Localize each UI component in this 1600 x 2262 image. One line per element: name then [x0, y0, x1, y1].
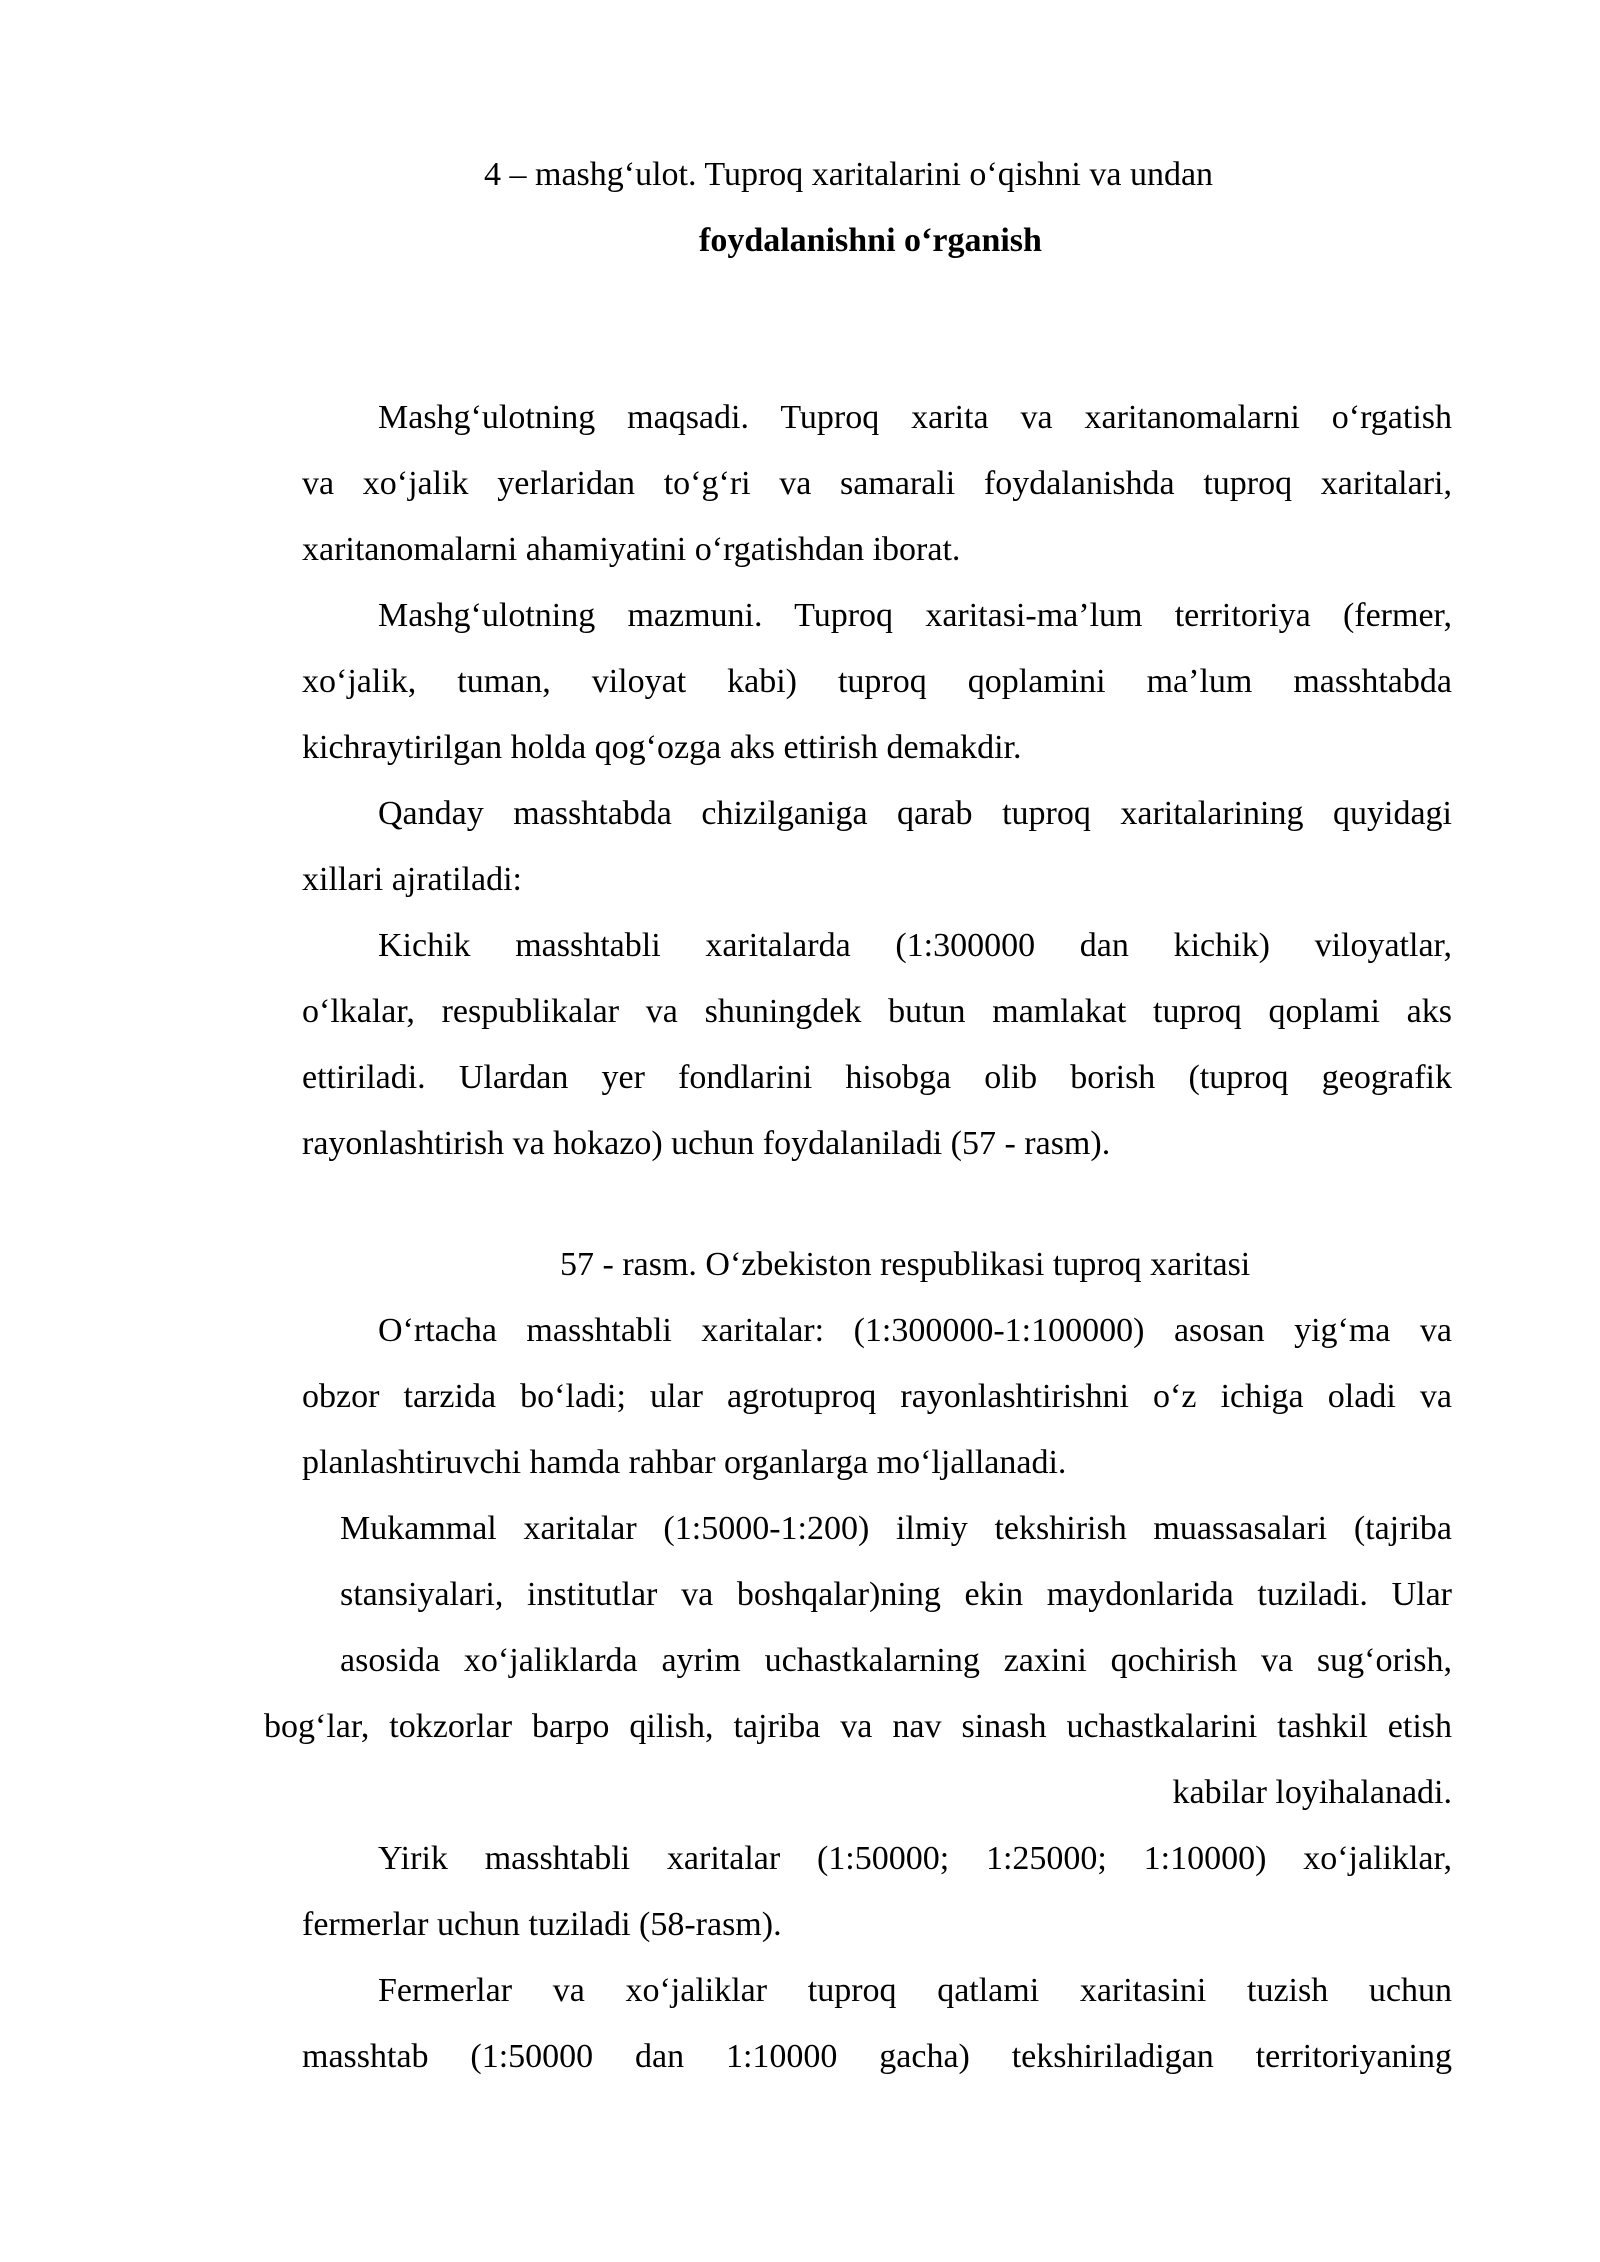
body-line: xillari ajratiladi: — [302, 861, 522, 898]
body-line: kabilar loyihalanadi. — [1172, 1774, 1452, 1811]
body-line: asosida xo‘jaliklarda ayrim uchastkalarning zaxini qochirish va sug‘orish, — [340, 1642, 1452, 1679]
body-line: rayonlashtirish va hokazo) uchun foydalaniladi (57 - rasm). — [302, 1125, 1111, 1162]
body-line: ettiriladi. Ulardan yer fondlarini hisobga olib borish (tuproq geografik — [302, 1059, 1452, 1096]
body-line: fermerlar uchun tuziladi (58-rasm). — [302, 1906, 782, 1943]
body-line: O‘rtacha masshtabli xaritalar: (1:300000-1:100000) asosan yig‘ma va — [378, 1312, 1452, 1349]
body-line: obzor tarzida bo‘ladi; ular agrotuproq rayonlashtirishni o‘z ichiga oladi va — [302, 1378, 1452, 1415]
body-line: Mashg‘ulotning mazmuni. Tuproq xaritasi-ma’lum territoriya (fermer, — [378, 597, 1452, 634]
body-line: Qanday masshtabda chizilganiga qarab tuproq xaritalarining quyidagi — [378, 795, 1452, 832]
body-line: Mukammal xaritalar (1:5000-1:200) ilmiy tekshirish muassasalari (tajriba — [340, 1510, 1452, 1547]
body-line: va xo‘jalik yerlaridan to‘g‘ri va samarali foydalanishda tuproq xaritalari, — [302, 465, 1452, 502]
body-line: kichraytirilgan holda qog‘ozga aks ettirish demakdir. — [302, 729, 1022, 766]
heading-line-1: 4 – mashg‘ulot. Tuproq xaritalarini o‘qishni va undan — [484, 156, 1214, 193]
heading-line-2: foydalanishni o‘rganish — [699, 222, 1042, 259]
body-line: Mashg‘ulotning maqsadi. Tuproq xarita va xaritanomalarni o‘rgatish — [378, 399, 1452, 436]
body-line: bog‘lar, tokzorlar barpo qilish, tajriba va nav sinash uchastkalarini tashkil etish — [264, 1708, 1452, 1745]
body-line: Kichik masshtabli xaritalarda (1:300000 dan kichik) viloyatlar, — [378, 927, 1452, 964]
figure-caption: 57 - rasm. O‘zbekiston respublikasi tuproq xaritasi — [560, 1246, 1251, 1283]
body-line: Yirik masshtabli xaritalar (1:50000; 1:25000; 1:10000) xo‘jaliklar, — [378, 1840, 1452, 1877]
body-line: masshtab (1:50000 dan 1:10000 gacha) tekshiriladigan territoriyaning — [302, 2038, 1452, 2075]
body-line: xaritanomalarni ahamiyatini o‘rgatishdan iborat. — [302, 531, 961, 568]
body-line: stansiyalari, institutlar va boshqalar)ning ekin maydonlarida tuziladi. Ular — [340, 1576, 1452, 1613]
body-line: xo‘jalik, tuman, viloyat kabi) tuproq qoplamini ma’lum masshtabda — [302, 663, 1452, 700]
body-line: planlashtiruvchi hamda rahbar organlarga mo‘ljallanadi. — [302, 1444, 1067, 1481]
body-line: Fermerlar va xo‘jaliklar tuproq qatlami xaritasini tuzish uchun — [378, 1972, 1452, 2009]
body-line: o‘lkalar, respublikalar va shuningdek butun mamlakat tuproq qoplami aks — [302, 993, 1452, 1030]
